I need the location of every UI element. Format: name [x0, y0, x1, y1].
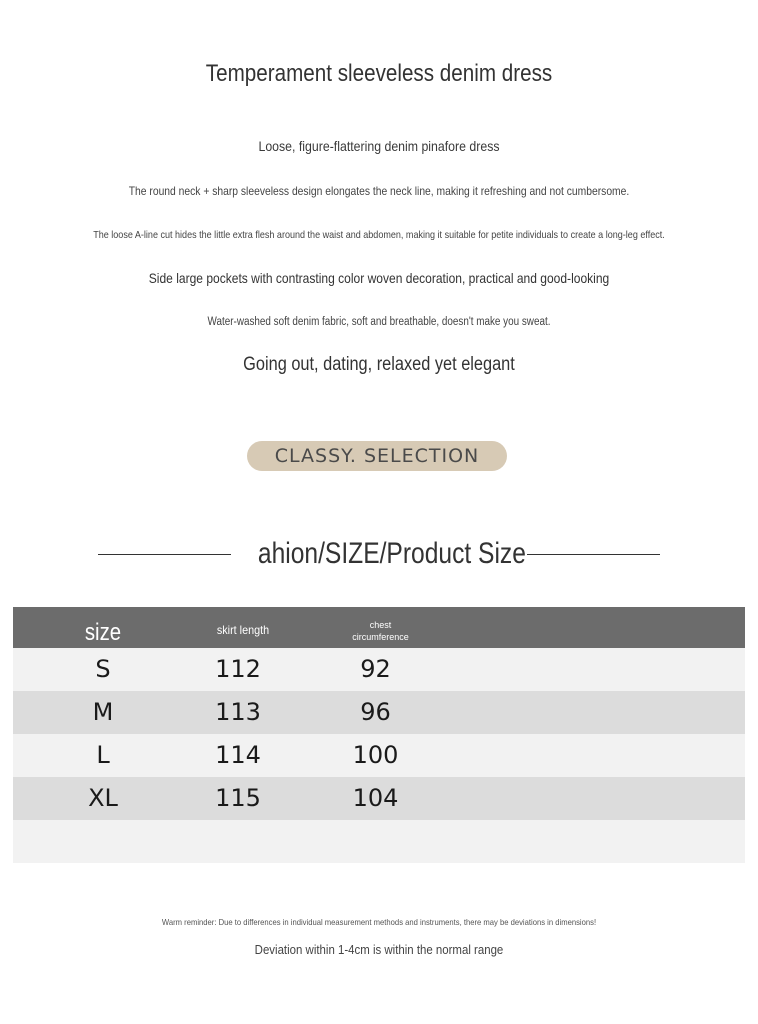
header-chest-line1: chest [369, 620, 392, 630]
classy-selection-badge: CLASSY. SELECTION [247, 441, 507, 471]
cell-size: S [95, 655, 111, 683]
deviation-note: Deviation within 1-4cm is within the normal range [254, 942, 504, 957]
table-row [13, 648, 745, 691]
cell-chest: 104 [352, 784, 399, 812]
header-skirt-length: skirt length [216, 623, 270, 637]
cell-size: M [92, 698, 114, 726]
cell-size: XL [88, 784, 118, 812]
feature-a-line-cut: The loose A-line cut hides the little extra flesh around the waist and abdomen, making it suitable for petite individuals to create a long-leg effect. [93, 229, 665, 241]
feature-neckline: The round neck + sharp sleeveless design elongates the neck line, making it refreshing and not cumbersome. [128, 184, 630, 198]
feature-pockets: Side large pockets with contrasting color woven decoration, practical and good-looking [148, 270, 610, 286]
cell-chest: 92 [360, 655, 391, 683]
cell-skirt-length: 112 [215, 655, 261, 683]
size-table [13, 607, 745, 863]
size-section-heading: ahion/SIZE/Product Size [257, 537, 526, 570]
product-title: Temperament sleeveless denim dress [205, 60, 553, 87]
feature-occasion: Going out, dating, relaxed yet elegant [243, 354, 515, 375]
table-row-empty [13, 820, 745, 863]
header-chest-line2: circumference [352, 632, 409, 642]
cell-chest: 100 [352, 741, 399, 769]
divider-right [527, 554, 660, 555]
feature-fabric: Water-washed soft denim fabric, soft and breathable, doesn't make you sweat. [207, 316, 551, 328]
cell-skirt-length: 115 [215, 784, 261, 812]
table-row [13, 734, 745, 777]
cell-skirt-length: 113 [215, 698, 261, 726]
cell-chest: 96 [360, 698, 391, 726]
header-size: size [84, 619, 122, 646]
table-row [13, 777, 745, 820]
table-row [13, 691, 745, 734]
size-table-header [13, 607, 745, 648]
divider-left [98, 554, 231, 555]
cell-skirt-length: 114 [215, 741, 261, 769]
product-subtitle: Loose, figure-flattering denim pinafore dress [258, 138, 500, 154]
header-chest-circumference [333, 619, 428, 643]
warm-reminder: Warm reminder: Due to differences in individual measurement methods and instruments, there may be deviations in dimensions! [161, 917, 597, 927]
cell-size: L [96, 741, 110, 769]
